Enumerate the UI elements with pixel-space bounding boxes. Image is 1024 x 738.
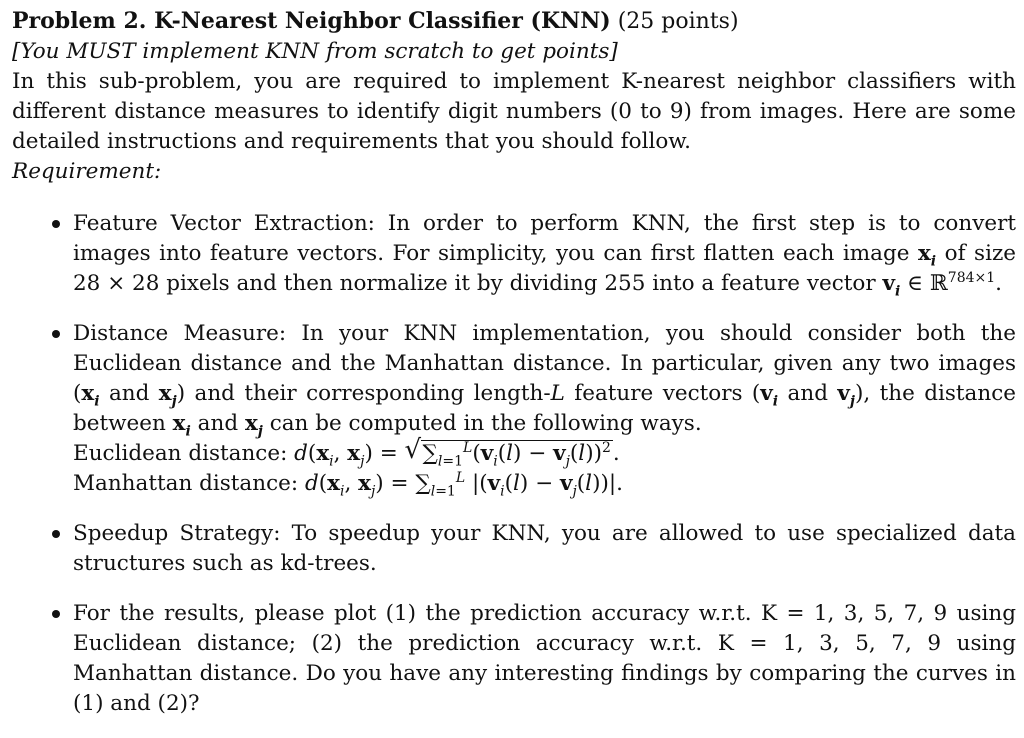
distance-text-lead: Distance Measure: In your KNN implementation, you should consider both the Euclidean distance and the Manhattan distance. In particular, given any two images (73, 321, 1016, 376)
bullet-dot (52, 220, 60, 228)
distance-text-mid4: can be computed in the following ways. (269, 411, 702, 436)
math-v-i: $v_i$ (882, 271, 901, 300)
math-x-i: $x_i$ (917, 241, 937, 270)
implementation-note: [You MUST implement KNN from scratch to get points] (12, 39, 618, 64)
manhattan-label: Manhattan distance: (73, 471, 299, 496)
bullet-feature-extraction: Feature Vector Extraction: In order to perform KNN, the first step is to convert images into feature vectors. For simplicity, you can first flatten each image $x_i$ of size 28 × 28 pixels and then normalize it by dividing 255 into a feature vector $v_i$ ∈ ℝ$^{784\times 1}$. (12, 209, 1016, 299)
requirement-list (12, 209, 1016, 719)
math-dims: 784×1 (947, 269, 996, 286)
feature-text-lead: Feature Vector Extraction: In order to perform KNN, the first step is to convert images into feature vectors. For simplicity, you can first flatten each image (73, 211, 1016, 266)
problem-title-bold: Problem 2. K-Nearest Neighbor Classifier (KNN) (12, 8, 611, 34)
bullet-speedup-strategy (12, 519, 1016, 579)
problem-points: (25 points) (617, 9, 739, 34)
bullet-results (12, 599, 1016, 719)
euclidean-label: Euclidean distance: (73, 441, 288, 466)
speedup-text: Speedup Strategy: To speedup your KNN, you are allowed to use specialized data structures such as kd-trees. (73, 521, 1016, 576)
distance-text-mid2: feature vectors (574, 381, 743, 406)
feature-text-mid: of size 28 × 28 pixels and then normalize it by dividing 255 into a feature vector (73, 241, 1017, 296)
results-text: For the results, please plot (1) the prediction accuracy w.r.t. K = 1, 3, 5, 7, 9 using Euclidean distance; (2) the prediction accuracy w.r.t. K = 1, 3, 5, 7, 9 using Manhattan distance. Do you have any interesting findings by comparing the curves in (1) and (2)? (73, 601, 1016, 716)
bullet-distance-measure: Distance Measure: In your KNN implementation, you should consider both the Euclidean distance and the Manhattan distance. In particular, given any two images ($x_i$ and $x_j$) and their corresponding length-L feature vectors ($v_i$ and $v_j$), the distance between $x_i$ and $x_j$ can be computed in the following ways. Euclidean distance: $d(x_i$, $x_j$) = √ $\sum_{l=1}^L(v_i(l) - v_j(l))^2$. Manhattan distance: $d(x_i$, $x_j) = \sum_{l=1}^L$ $|(v_i(l) - v_j(l))|$. (12, 319, 1016, 499)
distance-text-mid3: the distance between (73, 381, 1016, 436)
bullet-dot (52, 530, 60, 538)
distance-text-mid1: and their corresponding length- (194, 381, 551, 406)
bullet-dot (52, 330, 60, 338)
bullet-dot (52, 610, 60, 618)
sqrt-symbol: √ $\sum_{l=1}^L(v_i(l) - v_j(l))^2$ (404, 435, 611, 470)
requirement-label: Requirement: (12, 159, 162, 184)
euclidean-formula: Euclidean distance: $d(x_i$, $x_j$) = √ $\sum_{l=1}^L(v_i(l) - v_j(l))^2$. (73, 435, 620, 470)
intro-paragraph: In this sub-problem, you are required to implement K-nearest neighbor classifiers with different distance measures to identify digit numbers (0 to 9) from images. Here are some detailed instructions and requirements that you should follow. (12, 69, 1016, 154)
manhattan-formula: Manhattan distance: $d(x_i$, $x_j) = \sum_{l=1}^L$ $|(v_i(l) - v_j(l))|$. (73, 469, 623, 500)
problem-title (12, 6, 1016, 37)
math-real-space: ℝ (929, 271, 948, 296)
